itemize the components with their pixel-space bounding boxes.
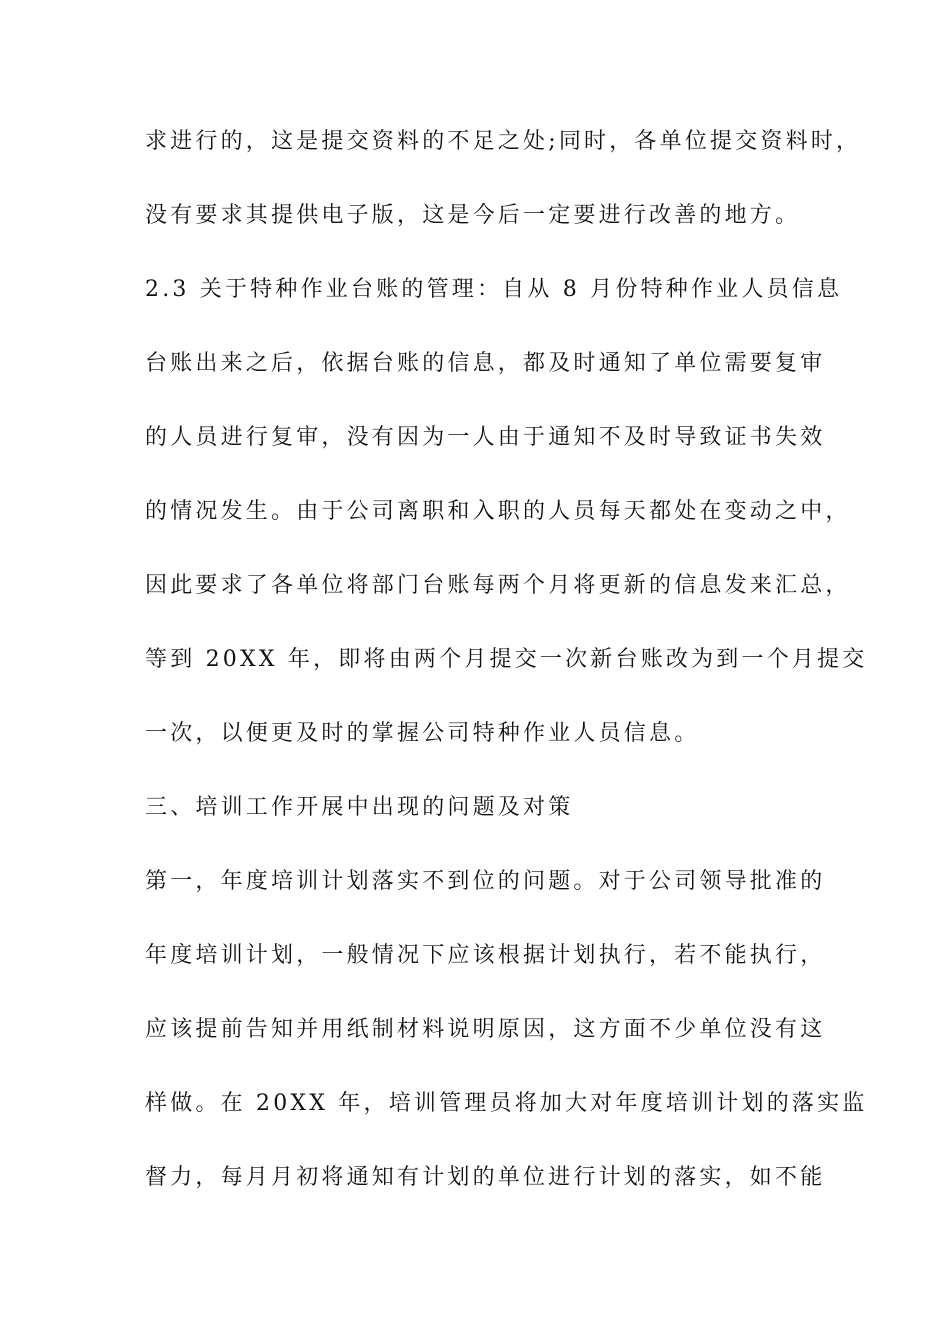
paragraph-line: 台账出来之后，依据台账的信息，都及时通知了单位需要复审 xyxy=(145,351,826,376)
section-heading: 三、培训工作开展中出现的问题及对策 xyxy=(145,795,574,820)
paragraph-line: 等到 20XX 年，即将由两个月提交一次新台账改为到一个月提交 xyxy=(145,647,868,672)
paragraph-line: 应该提前告知并用纸制材料说明原因，这方面不少单位没有这 xyxy=(145,1017,826,1042)
document-body xyxy=(145,128,868,1238)
paragraph-line: 一次，以便更及时的掌握公司特种作业人员信息。 xyxy=(145,721,700,746)
paragraph-line: 没有要求其提供电子版，这是今后一定要进行改善的地方。 xyxy=(145,203,801,228)
paragraph-line: 因此要求了各单位将部门台账每两个月将更新的信息发来汇总， xyxy=(145,573,851,598)
paragraph-line: 年度培训计划，一般情况下应该根据计划执行，若不能执行， xyxy=(145,943,826,968)
paragraph-line: 的情况发生。由于公司离职和入职的人员每天都处在变动之中， xyxy=(145,499,851,524)
paragraph-line: 的人员进行复审，没有因为一人由于通知不及时导致证书失效 xyxy=(145,425,826,450)
paragraph-line: 督力，每月月初将通知有计划的单位进行计划的落实，如不能 xyxy=(145,1165,826,1190)
paragraph-line: 求进行的，这是提交资料的不足之处;同时，各单位提交资料时， xyxy=(145,129,862,154)
paragraph-line: 2.3 关于特种作业台账的管理：自从 8 月份特种作业人员信息 xyxy=(145,277,843,302)
paragraph-line: 第一，年度培训计划落实不到位的问题。对于公司领导批准的 xyxy=(145,869,826,894)
paragraph-line: 样做。在 20XX 年，培训管理员将加大对年度培训计划的落实监 xyxy=(145,1091,868,1116)
